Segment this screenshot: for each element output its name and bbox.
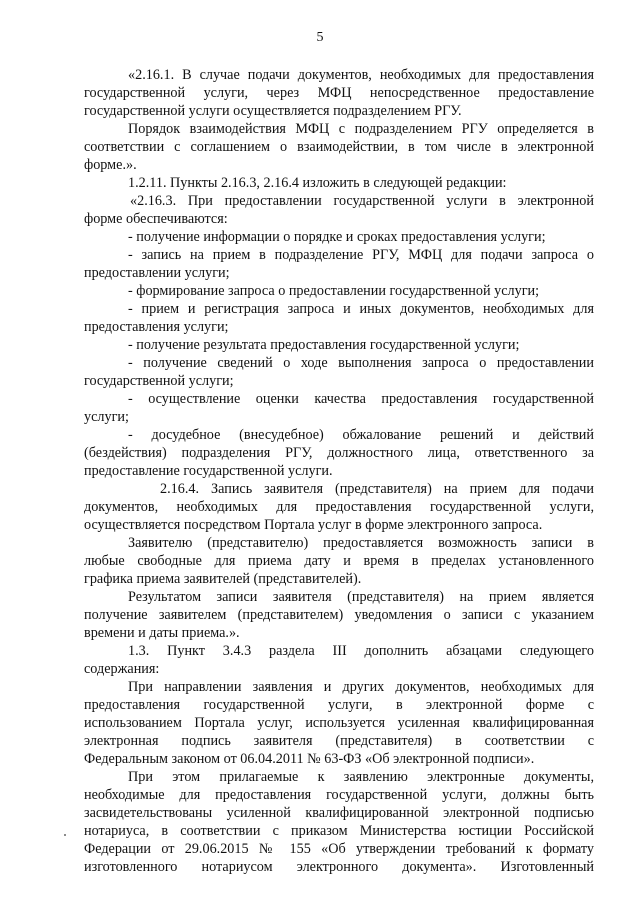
text-line: содержания:	[84, 661, 160, 677]
text-line: предоставления услуги;	[84, 319, 229, 335]
text-line: При направлении заявления и других документов, необходимых для	[128, 679, 594, 695]
page-number: 5	[316, 30, 324, 45]
text-line: предоставления государственной услуги, в электронной форме с	[84, 697, 594, 713]
text-line: засвидетельствованы усиленной квалифицированной электронной подписью	[84, 805, 594, 821]
text-line: предоставлении услуги;	[84, 265, 230, 281]
text-line: 1.2.11. Пункты 2.16.3, 2.16.4 изложить в следующей редакции:	[128, 175, 507, 191]
text-line: государственной услуги осуществляется подразделением РГУ.	[84, 103, 462, 119]
text-line: «2.16.3. При предоставлении государственной услуги в электронной	[130, 193, 594, 209]
text-line: форме обеспечиваются:	[84, 211, 228, 227]
text-line: осуществляется посредством Портала услуг в форме электронного запроса.	[84, 517, 543, 533]
text-line: нотариуса, в соответствии с приказом Министерства юстиции Российской	[84, 823, 594, 839]
text-line: 2.16.4. Запись заявителя (представителя) на прием для подачи	[160, 481, 594, 497]
text-line: необходимые для предоставления государственной услуги, должны быть	[84, 787, 594, 803]
text-line: Заявителю (представителю) предоставляется возможность записи в	[128, 535, 594, 551]
text-line: Порядок взаимодействия МФЦ с подразделением РГУ определяется в	[128, 121, 594, 137]
text-line: использованием Портала услуг, используется усиленная квалифицированная	[84, 715, 594, 731]
scan-speck	[64, 834, 66, 836]
text-line: электронная подпись заявителя (представителя) в соответствии с	[84, 733, 594, 749]
text-line: - запись на прием в подразделение РГУ, МФЦ для подачи запроса о	[128, 247, 594, 263]
text-line: государственной услуги;	[84, 373, 234, 389]
text-line: - получение сведений о ходе выполнения запроса о предоставлении	[128, 355, 594, 371]
text-line: соответствии с соглашением о взаимодействии, в том числе в электронной	[84, 139, 594, 155]
text-line: При этом прилагаемые к заявлению электронные документы,	[128, 769, 594, 785]
text-line: Федерации от 29.06.2015 № 155 «Об утверждении требований к формату	[84, 841, 594, 857]
text-line: получение заявителем (представителем) уведомления о записи с указанием	[84, 607, 594, 623]
text-line: - получение информации о порядке и сроках предоставления услуги;	[128, 229, 546, 245]
text-line: Результатом записи заявителя (представителя) на прием является	[128, 589, 594, 605]
text-line: государственной услуги, через МФЦ непосредственное предоставление	[84, 85, 594, 101]
text-line: Федеральным законом от 06.04.2011 № 63-ФЗ «Об электронной подписи».	[84, 751, 535, 767]
text-line: (бездействия) подразделения РГУ, должностного лица, ответственного за	[84, 445, 594, 461]
text-line: документов, необходимых для предоставления государственной услуги,	[84, 499, 594, 515]
text-line: услуги;	[84, 409, 129, 425]
text-line: изготовленного нотариусом электронного документа». Изготовленный	[84, 859, 594, 875]
text-line: графика приема заявителей (представителей).	[84, 571, 362, 587]
text-line: 1.3. Пункт 3.4.3 раздела III дополнить абзацами следующего	[128, 643, 594, 659]
text-line: - прием и регистрация запроса и иных документов, необходимых для	[128, 301, 594, 317]
text-line: форме.».	[84, 157, 137, 173]
text-line: - получение результата предоставления государственной услуги;	[128, 337, 520, 353]
text-line: «2.16.1. В случае подачи документов, необходимых для предоставления	[128, 67, 594, 83]
text-line: любые свободные для приема дату и время в пределах установленного	[84, 553, 594, 569]
text-line: - досудебное (внесудебное) обжалование решений и действий	[128, 427, 594, 443]
text-line: времени и даты приема.».	[84, 625, 240, 641]
text-line: - осуществление оценки качества предоставления государственной	[128, 391, 594, 407]
text-line: - формирование запроса о предоставлении государственной услуги;	[128, 283, 540, 299]
text-line: предоставление государственной услуги.	[84, 463, 333, 479]
